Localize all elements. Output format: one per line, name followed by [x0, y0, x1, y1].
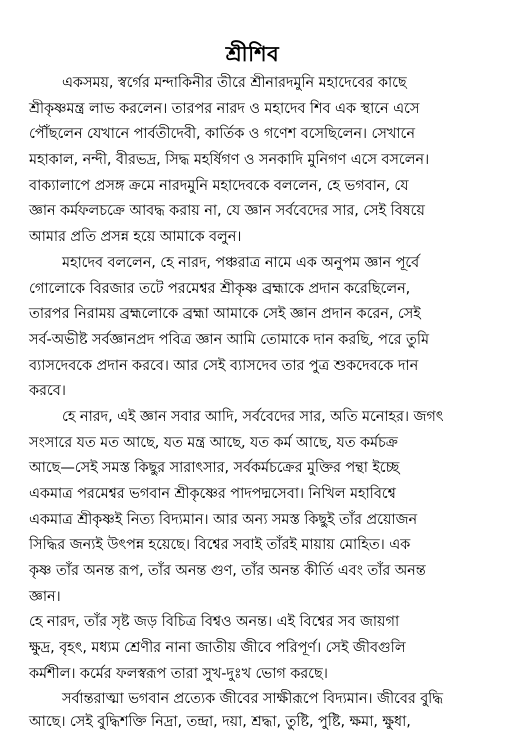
text-line: একমাত্র পরমেশ্বর ভগবান শ্রীকৃষ্ণের পাদপদ্মসেবা। নিখিল মহাবিশ্বে [29, 486, 396, 502]
text-line: মহাকাল, নন্দী, বীরভদ্র, সিদ্ধ মহর্ষিগণ ও সনকাদি মুনিগণ এসে বসলেন। [29, 152, 430, 168]
text-line: একমাত্র শ্রীকৃষ্ণই নিত্য বিদ্যমান। আর অন্য সমস্ত কিছুই তাঁর প্রয়োজন [29, 512, 418, 528]
text-line: শ্রীকৃষ্ণমন্ত্র লাভ করলেন। তারপর নারদ ও মহাদেব শিব এক স্থানে এসে [29, 101, 420, 117]
text-line: ব্যাসদেবকে প্রদান করবে। আর সেই ব্যাসদেব তার পুত্র শুকদেবকে দান [29, 358, 419, 374]
text-line: গোলোকে বিরজার তটে পরমেশ্বর শ্রীকৃষ্ণ ব্রহ্মাকে প্রদান করেছিলেন, [29, 281, 411, 297]
text-line: কর্মশীল। কর্মের ফলস্বরূপ তারা সুখ-দুঃখ ভোগ করছে। [29, 666, 328, 682]
text-line: ক্ষুদ্র, বৃহৎ, মধ্যম শ্রেণীর নানা জাতীয় জীবে পরিপূর্ণ। সেই জীবগুলি [29, 640, 406, 656]
text-line: পৌঁছলেন যেখানে পার্বতীদেবী, কার্তিক ও গণেশ বসেছিলেন। সেখানে [29, 126, 415, 142]
page-title: শ্রীশিব [225, 42, 280, 66]
text-line: আছে—সেই সমস্ত কিছুর সারাৎসার, সর্বকর্মচক্রের মুক্তির পন্থা ইচ্ছে [29, 460, 400, 476]
text-line: তারপর নিরাময় ব্রহ্মলোকে ব্রহ্মা আমাকে সেই জ্ঞান প্রদান করেন, সেই [29, 306, 421, 322]
text-line: জ্ঞান কর্মফলচক্রে আবদ্ধ করায় না, যে জ্ঞান সর্ববেদের সার, সেই বিষয়ে [29, 203, 425, 219]
text-line: সংসারে যত মত আছে, যত মন্ত্র আছে, যত কর্ম আছে, যত কর্মচক্র [29, 435, 398, 451]
text-line: সর্ব-অভীষ্ট সর্বজ্ঞানপ্রদ পবিত্র জ্ঞান আমি তোমাকে দান করছি, পরে তুমি [29, 332, 429, 348]
text-line: সর্বান্তরাত্মা ভগবান প্রত্যেক জীবের সাক্ষীরূপে বিদ্যমান। জীবের বুদ্ধি [62, 691, 443, 707]
text-line: হে নারদ, এই জ্ঞান সবার আদি, সর্ববেদের সার, অতি মনোহর। জগৎ [62, 409, 444, 425]
text-line: সিদ্ধির জন্যই উৎপন্ন হয়েছে। বিশ্বের সবাই তাঁরই মায়ায় মোহিত। এক [29, 537, 411, 553]
text-line: মহাদেব বললেন, হে নারদ, পঞ্চরাত্র নামে এক অনুপম জ্ঞান পূর্বে [62, 255, 420, 271]
text-line: একসময়, স্বর্গের মন্দাকিনীর তীরে শ্রীনারদমুনি মহাদেবের কাছে [62, 75, 407, 91]
text-line: কৃষ্ণ তাঁর অনন্ত রূপ, তাঁর অনন্ত গুণ, তাঁর অনন্ত কীর্তি এবং তাঁর অনন্ত [29, 563, 426, 579]
text-line: আমার প্রতি প্রসন্ন হয়ে আমাকে বলুন। [29, 229, 242, 245]
text-line: বাক্যালাপে প্রসঙ্গ ক্রমে নারদমুনি মহাদেবকে বললেন, হে ভগবান, যে [29, 178, 409, 194]
text-line: হে নারদ, তাঁর সৃষ্ট জড় বিচিত্র বিশ্বও অনন্ত। এই বিশ্বের সব জায়গা [29, 614, 400, 630]
text-line: জ্ঞান। [29, 589, 61, 605]
text-line: আছে। সেই বুদ্ধিশক্তি নিদ্রা, তন্দ্রা, দয়া, শ্রদ্ধা, তুষ্টি, পুষ্টি, ক্ষমা, ক্ষুধা, [29, 714, 411, 730]
text-line: করবে। [29, 383, 66, 399]
